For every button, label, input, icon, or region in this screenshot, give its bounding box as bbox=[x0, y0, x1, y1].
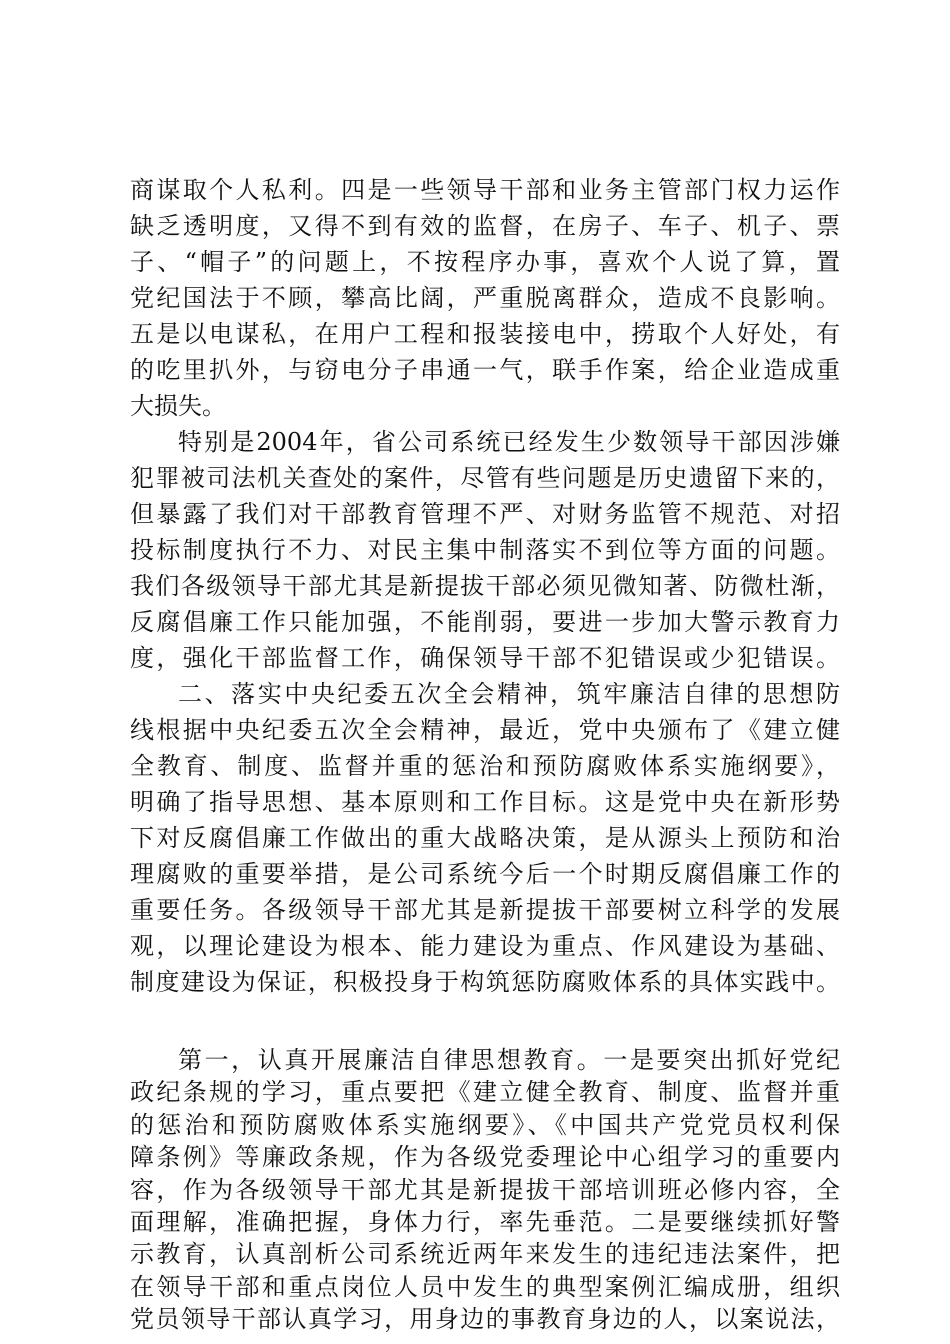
paragraph-2-line-6: 反腐倡廉工作只能加强，不能削弱，要进一步加大警示教育力 bbox=[130, 608, 840, 636]
paragraph-2-line-1: 特别是2004年，省公司系统已经发生少数领导干部因涉嫌 bbox=[178, 428, 840, 456]
paragraph-1-line-3: 子、“帽子”的问题上，不按程序办事，喜欢个人说了算，置 bbox=[130, 248, 840, 276]
paragraph-4-line-8: 在领导干部和重点岗位人员中发生的典型案例汇编成册，组织 bbox=[130, 1272, 840, 1301]
paragraph-4-line-4: 障条例》等廉政条规，作为各级党委理论中心组学习的重要内 bbox=[130, 1143, 840, 1172]
paragraph-3-line-1: 二、落实中央纪委五次全会精神，筑牢廉洁自律的思想防 bbox=[178, 680, 840, 708]
paragraph-1-line-2: 缺乏透明度，又得不到有效的监督，在房子、车子、机子、票 bbox=[130, 212, 840, 240]
paragraph-3-line-9: 制度建设为保证，积极投身于构筑惩防腐败体系的具体实践中。 bbox=[130, 968, 840, 996]
paragraph-4-line-7: 示教育，认真剖析公司系统近两年来发生的违纪违法案件，把 bbox=[130, 1240, 840, 1269]
paragraph-2-line-5: 我们各级领导干部尤其是新提拔干部必须见微知著、防微杜渐， bbox=[130, 572, 840, 600]
paragraph-3-line-7: 重要任务。各级领导干部尤其是新提拔干部要树立科学的发展 bbox=[130, 896, 840, 924]
paragraph-3-line-2: 线根据中央纪委五次全会精神，最近，党中央颁布了《建立健 bbox=[130, 716, 840, 744]
paragraph-2-line-2: 犯罪被司法机关查处的案件，尽管有些问题是历史遗留下来的， bbox=[130, 464, 840, 492]
paragraph-4-line-2: 政纪条规的学习，重点要把《建立健全教育、制度、监督并重 bbox=[130, 1078, 840, 1107]
paragraph-2-line-3: 但暴露了我们对干部教育管理不严、对财务监管不规范、对招 bbox=[130, 500, 840, 528]
paragraph-2-line-4: 投标制度执行不力、对民主集中制落实不到位等方面的问题。 bbox=[130, 536, 840, 564]
paragraph-4-line-1: 第一，认真开展廉洁自律思想教育。一是要突出抓好党纪 bbox=[178, 1046, 840, 1074]
paragraph-3-line-3: 全教育、制度、监督并重的惩治和预防腐败体系实施纲要》， bbox=[130, 752, 840, 780]
paragraph-4-line-3: 的惩治和预防腐败体系实施纲要》、《中国共产党党员权利保 bbox=[130, 1110, 840, 1139]
paragraph-1-line-1: 商谋取个人私利。四是一些领导干部和业务主管部门权力运作 bbox=[130, 176, 840, 204]
paragraph-4-line-9: 党员领导干部认真学习，用身边的事教育身边的人，以案说法， bbox=[130, 1305, 840, 1334]
paragraph-1-line-7: 大损失。 bbox=[130, 392, 226, 420]
paragraph-3-line-4: 明确了指导思想、基本原则和工作目标。这是党中央在新形势 bbox=[130, 788, 840, 816]
paragraph-2-line-7: 度，强化干部监督工作，确保领导干部不犯错误或少犯错误。 bbox=[130, 644, 840, 672]
paragraph-1-line-4: 党纪国法于不顾，攀高比阔，严重脱离群众，造成不良影响。 bbox=[130, 284, 840, 312]
paragraph-3-line-6: 理腐败的重要举措，是公司系统今后一个时期反腐倡廉工作的 bbox=[130, 860, 840, 888]
paragraph-4-line-5: 容，作为各级领导干部尤其是新提拔干部培训班必修内容，全 bbox=[130, 1175, 840, 1204]
paragraph-3-line-8: 观，以理论建设为根本、能力建设为重点、作风建设为基础、 bbox=[130, 932, 840, 960]
paragraph-4-line-6: 面理解，准确把握，身体力行，率先垂范。二是要继续抓好警 bbox=[130, 1208, 840, 1236]
paragraph-3-line-5: 下对反腐倡廉工作做出的重大战略决策，是从源头上预防和治 bbox=[130, 824, 840, 852]
paragraph-1-line-6: 的吃里扒外，与窃电分子串通一气，联手作案，给企业造成重 bbox=[130, 356, 840, 384]
paragraph-1-line-5: 五是以电谋私，在用户工程和报装接电中，捞取个人好处，有 bbox=[130, 320, 840, 348]
